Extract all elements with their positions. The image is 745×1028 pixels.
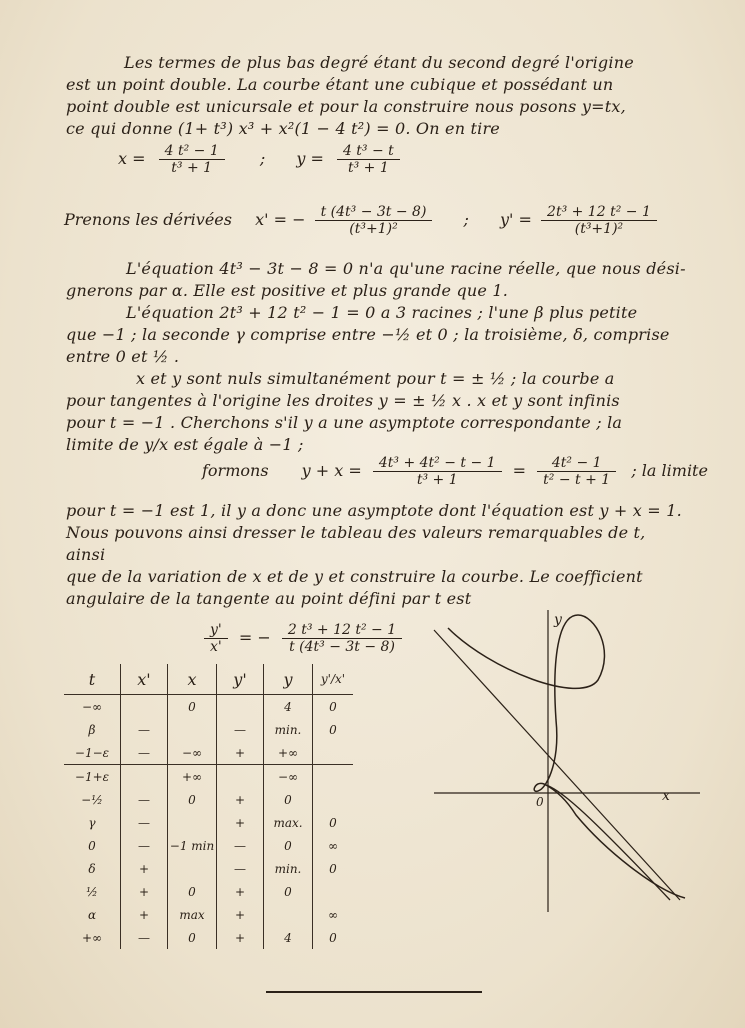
table-cell	[121, 765, 168, 789]
limit-numerator-2: 4t² − 1	[537, 455, 616, 472]
table-cell: 0	[168, 880, 217, 903]
x-numerator: 4 t² − 1	[159, 143, 225, 160]
text-line: point double est unicursale et pour la construire nous posons y=tx,	[66, 97, 626, 116]
table-cell: +	[217, 926, 264, 949]
table-cell: +∞	[168, 765, 217, 789]
header-slope: y'/x'	[313, 664, 354, 695]
derivatives-intro: Prenons les dérivées	[64, 210, 232, 229]
table-cell: 0	[329, 699, 337, 714]
derivatives-line	[64, 204, 657, 237]
intro-paragraph	[66, 52, 686, 140]
xprime-fraction	[315, 204, 433, 237]
table-cell: 0	[329, 861, 337, 876]
table-cell: −½	[64, 788, 121, 811]
table-cell: δ	[64, 857, 121, 880]
yprime-lhs: y' =	[500, 210, 532, 229]
curve-graph	[430, 600, 730, 920]
separator: ;	[259, 149, 266, 168]
table-cell: max	[168, 903, 217, 926]
text-line: que −1 ; la seconde γ comprise entre −½ et 0 ; la troisième, δ, comprise	[66, 325, 670, 344]
y-lhs: y =	[296, 149, 324, 168]
yprime-denominator: (t³+1)²	[574, 221, 624, 237]
table-cell: ∞	[328, 907, 338, 922]
table-cell: +	[217, 880, 264, 903]
separator: ;	[463, 210, 469, 229]
table-row	[64, 718, 353, 741]
y-denominator: t³ + 1	[347, 160, 389, 176]
table-cell	[217, 765, 264, 789]
limit-denominator-2: t² − t + 1	[543, 472, 611, 488]
limit-fraction-2	[537, 455, 616, 488]
x-fraction	[159, 143, 225, 176]
slope-numerator: 2 t³ + 12 t² − 1	[282, 622, 402, 639]
table-cell: 0	[264, 880, 313, 903]
table-cell	[313, 741, 354, 765]
header-xprime: x'	[121, 664, 168, 695]
text-line: ce qui donne (1+ t³) x³ + x²(1 − 4 t²) = 0. On en tire	[66, 119, 500, 138]
table-cell: 0	[329, 930, 337, 945]
text-line: pour t = −1 . Cherchons s'il y a une asymptote correspondante ; la	[66, 413, 623, 432]
table-cell: 0	[264, 834, 313, 857]
asymptote-paragraph	[66, 500, 686, 610]
table-cell: 0	[264, 788, 313, 811]
x-denominator: t³ + 1	[171, 160, 213, 176]
variation-table	[64, 664, 353, 949]
table-cell: −1 min	[168, 834, 217, 857]
table-cell: +	[217, 788, 264, 811]
table-row	[64, 695, 353, 719]
header-y: y	[264, 664, 313, 695]
slope-denominator: t (4t³ − 3t − 8)	[289, 639, 395, 655]
table-cell: γ	[64, 811, 121, 834]
table-row	[64, 903, 353, 926]
text-line: pour tangentes à l'origine les droites y = ± ½ x . x et y sont infinis	[66, 391, 620, 410]
table-cell: β	[64, 718, 121, 741]
yprime-numerator: 2t³ + 12 t² − 1	[541, 204, 657, 221]
table-cell: 0	[168, 695, 217, 719]
xprime-lhs: x' = −	[255, 210, 306, 229]
table-cell: 0	[168, 926, 217, 949]
table-cell: +	[121, 903, 168, 926]
table-cell	[168, 857, 217, 880]
text-line: est un point double. La courbe étant une cubique et possédant un	[66, 75, 614, 94]
table-cell	[313, 788, 354, 811]
asymptote-line	[434, 630, 680, 900]
table-cell: −∞	[64, 695, 121, 719]
table-cell: —	[217, 834, 264, 857]
text-line: entre 0 et ½ .	[66, 347, 180, 366]
xprime-numerator: t (4t³ − 3t − 8)	[315, 204, 433, 221]
table-cell: −1+ε	[64, 765, 121, 789]
y-axis-label: y	[554, 612, 562, 628]
curve-branch	[544, 784, 670, 900]
text-line: gnerons par α. Elle est positive et plus grande que 1.	[66, 281, 509, 300]
text-line: pour t = −1 est 1, il y a donc une asymptote dont l'équation est y + x = 1.	[66, 501, 682, 520]
table-cell: —	[121, 788, 168, 811]
table-cell: 0	[64, 834, 121, 857]
table-cell: —	[217, 857, 264, 880]
y-numerator: 4 t³ − t	[337, 143, 400, 160]
limit-formula	[202, 455, 708, 488]
table-cell	[168, 811, 217, 834]
text-line: L'équation 2t³ + 12 t² − 1 = 0 a 3 racines ; l'une β plus petite	[126, 303, 638, 322]
table-cell	[313, 880, 354, 903]
table-cell: min.	[264, 857, 313, 880]
table-cell: +∞	[264, 741, 313, 765]
table-cell	[121, 695, 168, 719]
table-cell: −∞	[264, 765, 313, 789]
text-line: limite de y/x est égale à −1 ;	[66, 435, 304, 454]
limit-lhs: y + x =	[301, 461, 362, 480]
limit-equals: =	[512, 461, 527, 480]
table-row	[64, 834, 353, 857]
text-line: angulaire de la tangente au point défini par t est	[66, 589, 472, 608]
text-line: Nous pouvons ainsi dresser le tableau des valeurs remarquables de t, ainsi	[66, 523, 646, 564]
text-line: Les termes de plus bas degré étant du second degré l'origine	[124, 53, 634, 72]
slope-lhs-denominator: x'	[210, 639, 222, 655]
header-t: t	[64, 664, 121, 695]
table-cell: —	[121, 926, 168, 949]
y-fraction	[337, 143, 400, 176]
table-cell: +	[217, 811, 264, 834]
table-cell	[168, 718, 217, 741]
table-cell: —	[121, 741, 168, 765]
limit-numerator-1: 4t³ + 4t² − t − 1	[373, 455, 502, 472]
limit-denominator-1: t³ + 1	[416, 472, 458, 488]
limit-fraction-1	[373, 455, 502, 488]
table-cell: 4	[264, 695, 313, 719]
header-x: x	[168, 664, 217, 695]
slope-lhs-numerator: y'	[204, 622, 228, 639]
cubic-curve	[448, 615, 685, 898]
table-cell: −1−ε	[64, 741, 121, 765]
table-cell	[217, 695, 264, 719]
table-cell: α	[64, 903, 121, 926]
table-cell: min.	[264, 718, 313, 741]
table-row	[64, 765, 353, 789]
table-row	[64, 926, 353, 949]
closing-rule	[266, 991, 482, 993]
table-cell: max.	[264, 811, 313, 834]
slope-equals: = −	[238, 628, 271, 647]
slope-lhs-fraction	[204, 622, 228, 655]
table-cell: ½	[64, 880, 121, 903]
table-cell: +	[121, 857, 168, 880]
slope-fraction	[282, 622, 402, 655]
table-cell: 0	[329, 722, 337, 737]
table-header-row	[64, 664, 353, 695]
xprime-denominator: (t³+1)²	[349, 221, 398, 237]
table-row	[64, 788, 353, 811]
table-cell: 0	[329, 815, 337, 830]
table-cell	[264, 903, 313, 926]
table-cell: —	[121, 718, 168, 741]
table-cell: +	[121, 880, 168, 903]
parametric-equations	[118, 143, 400, 176]
x-axis-label: x	[662, 788, 670, 804]
table-cell: —	[121, 834, 168, 857]
table-cell: ∞	[328, 838, 338, 853]
table-row	[64, 741, 353, 765]
table-row	[64, 857, 353, 880]
slope-formula	[204, 622, 402, 655]
table-cell: —	[121, 811, 168, 834]
table-row	[64, 811, 353, 834]
limit-tail: ; la limite	[631, 461, 708, 480]
table-cell: +	[217, 903, 264, 926]
table-cell: +∞	[64, 926, 121, 949]
table-cell: −∞	[168, 741, 217, 765]
limit-intro: formons	[202, 461, 269, 480]
text-line: L'équation 4t³ − 3t − 8 = 0 n'a qu'une racine réelle, que nous dési-	[126, 259, 686, 278]
text-line: x et y sont nuls simultanément pour t = ± ½ ; la courbe a	[136, 369, 615, 388]
table-cell: +	[217, 741, 264, 765]
header-yprime: y'	[217, 664, 264, 695]
table-cell: 4	[264, 926, 313, 949]
table-cell: 0	[168, 788, 217, 811]
table-cell: —	[217, 718, 264, 741]
text-line: que de la variation de x et de y et construire la courbe. Le coefficient	[66, 567, 643, 586]
origin-label: 0	[536, 795, 544, 809]
table-cell	[313, 765, 354, 789]
table-row	[64, 880, 353, 903]
yprime-fraction	[541, 204, 657, 237]
x-lhs: x =	[118, 149, 146, 168]
roots-paragraph	[66, 258, 686, 456]
